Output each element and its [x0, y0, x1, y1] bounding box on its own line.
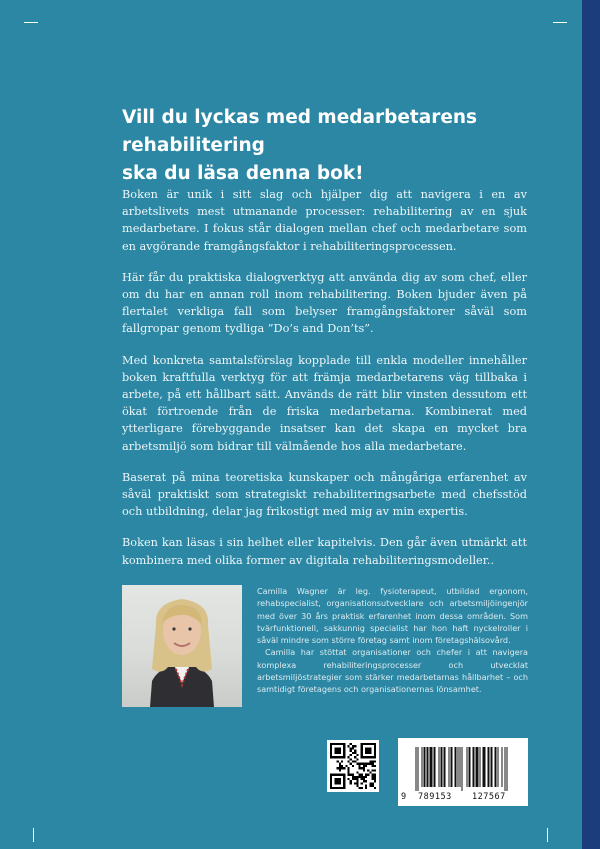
headline-line-1: Vill du lyckas med medarbetarens rehabilitering — [122, 107, 478, 156]
headline-line-2: ska du läsa denna bok! — [122, 163, 364, 184]
qr-code — [327, 740, 379, 792]
crop-mark-bottom-right — [547, 828, 548, 842]
paragraph-1: Boken är unik i sitt slag och hjälper dig att navigera i en av arbetslivets mest utmanande processer: rehabilitering av en sjuk medarbetare. I fokus står dialogen mellan chef och medarbetare som en avgörande framgångsfaktor i rehabiliteringsprocessen. — [122, 188, 527, 253]
author-bio-paragraph-1: Camilla Wagner är leg. fysioterapeut, utbildad ergonom, rehabspecialist, organisationsutvecklare och arbetsmiljöingenjör med över 30 års praktisk erfarenhet inom dessa områden. Som tvärfunktionell, sakkunnig specialist har hon haft nyckelroller i såväl mindre som större företag samt inom företagshälsovård. — [257, 586, 528, 646]
author-bio-paragraph-2: Camilla har stöttat organisationer och chefer i att navigera komplexa rehabiliteringsprocesser och utvecklat arbetsmiljöstrategier som stärker medarbetarnas hållbarhet – och samtidigt företagens och organisationernas lönsamhet. — [257, 647, 528, 695]
paragraph-3: Med konkreta samtalsförslag kopplade till enkla modeller innehåller boken kraftfulla verktyg för att främja medarbetarens väg tillbaka i arbete, på ett hållbart sätt. Används de rätt blir vinsten dessutom ett ökat förtroende från de friska medarbetarna. Kombinerat med ytterligare förebyggande insatser kan det skapa en mycket bra arbetsmiljö som bidrar till välmående hos alla medarbetare. — [122, 353, 527, 453]
isbn-barcode — [398, 738, 528, 806]
crop-mark-bottom-left — [33, 828, 34, 842]
body-text — [122, 186, 527, 583]
barcode-digit-group-1: 789153 — [418, 792, 452, 802]
paragraph-2: Här får du praktiska dialogverktyg att använda dig av som chef, eller om du har en annan roll inom rehabilitering. Boken bjuder även på flertalet verkliga fall som belyser framgångsfaktorer såväl som fallgropar genom tydliga ”Do’s and Don’ts”. — [122, 270, 527, 336]
spine-strip — [582, 0, 600, 849]
headline — [122, 104, 562, 188]
paragraph-5: Boken kan läsas i sin helhet eller kapitelvis. Den går även utmärkt att kombinera med olika former av digitala rehabiliteringsmodeller.. — [122, 536, 527, 567]
barcode-digit-group-2: 127567 — [472, 792, 506, 802]
author-photo — [122, 585, 242, 707]
crop-mark-top-right — [553, 22, 567, 23]
crop-mark-top-left — [24, 22, 38, 23]
paragraph-4: Baserat på mina teoretiska kunskaper och mångåriga erfarenhet av såväl praktiskt som strategiskt rehabiliteringsarbete med chefsstöd och utbildning, delar jag frikostigt med mig av min expertis. — [122, 470, 527, 519]
author-bio — [257, 585, 528, 696]
barcode-prefix-digit: 9 — [401, 792, 407, 802]
